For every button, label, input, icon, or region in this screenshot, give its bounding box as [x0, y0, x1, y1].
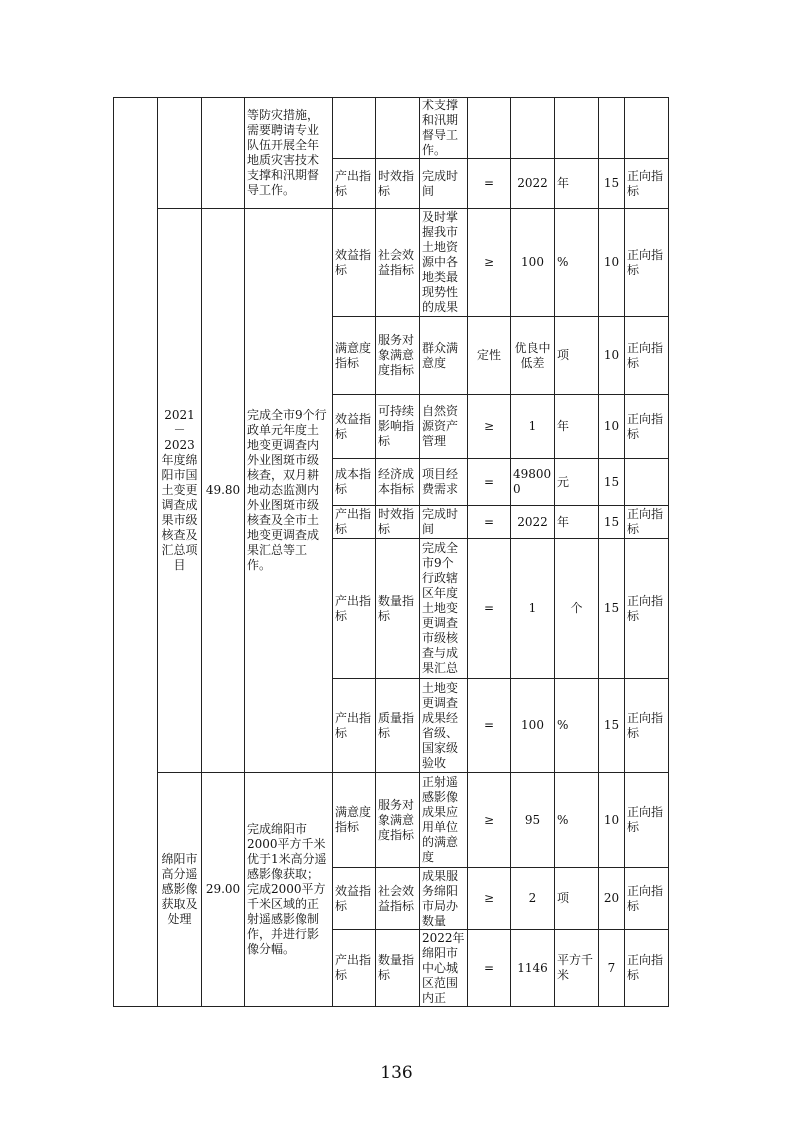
direction-cell	[625, 98, 669, 159]
level3-indicator: 术支撑和汛期督导工作。	[420, 98, 468, 159]
operator-cell: =	[468, 679, 511, 773]
weight-cell: 15	[599, 459, 625, 506]
direction-cell: 正向指标	[625, 159, 669, 209]
operator-cell: =	[468, 539, 511, 679]
target-value	[511, 98, 555, 159]
project-description: 完成全市9个行政单元年度土地变更调查内外业图斑市级核查，双月耕地动态监测内外业图斑市级核查及全市土地变更调查成果汇总等工作。	[245, 209, 333, 773]
level3-indicator: 及时掌握我市土地资源中各地类最现势性的成果	[420, 209, 468, 317]
weight-cell: 10	[599, 209, 625, 317]
unit-cell: 平方千米	[555, 930, 599, 1007]
direction-cell: 正向指标	[625, 395, 669, 459]
operator-cell: ≥	[468, 395, 511, 459]
unit-cell: 元	[555, 459, 599, 506]
level3-indicator: 2022年绵阳市中心城区范围内正	[420, 930, 468, 1007]
project-name: 2021－2023年度绵阳市国土变更调查成果市级核查及汇总项目	[158, 209, 202, 773]
weight-cell: 15	[599, 679, 625, 773]
target-value: 2022	[511, 506, 555, 539]
table-row	[114, 209, 669, 317]
level3-indicator: 完成时间	[420, 159, 468, 209]
page-number: 136	[380, 1063, 413, 1083]
weight-cell: 10	[599, 773, 625, 868]
unit-cell: 项	[555, 868, 599, 930]
level2-indicator: 经济成本指标	[376, 459, 420, 506]
target-value: 100	[511, 209, 555, 317]
level1-indicator: 产出指标	[333, 679, 376, 773]
unit-cell: 项	[555, 317, 599, 395]
weight-cell: 20	[599, 868, 625, 930]
level1-indicator: 满意度指标	[333, 317, 376, 395]
level1-indicator	[333, 98, 376, 159]
level3-indicator: 项目经费需求	[420, 459, 468, 506]
table-row	[114, 98, 669, 159]
unit-cell: %	[555, 773, 599, 868]
direction-cell: 正向指标	[625, 679, 669, 773]
operator-cell	[468, 98, 511, 159]
unit-cell: %	[555, 209, 599, 317]
unit-cell: 个	[555, 539, 599, 679]
operator-cell: 定性	[468, 317, 511, 395]
level2-indicator: 可持续影响指标	[376, 395, 420, 459]
unit-cell: 年	[555, 159, 599, 209]
level3-indicator: 成果服务绵阳市局办数量	[420, 868, 468, 930]
direction-cell	[625, 459, 669, 506]
target-value: 498000	[511, 459, 555, 506]
operator-cell: =	[468, 930, 511, 1007]
level2-indicator: 时效指标	[376, 506, 420, 539]
level2-indicator: 质量指标	[376, 679, 420, 773]
table-row	[114, 773, 669, 868]
operator-cell: ≥	[468, 868, 511, 930]
weight-cell: 15	[599, 539, 625, 679]
level1-indicator: 产出指标	[333, 930, 376, 1007]
weight-cell	[599, 98, 625, 159]
level1-indicator: 产出指标	[333, 506, 376, 539]
level1-indicator: 满意度指标	[333, 773, 376, 868]
blank-column-cell	[114, 98, 158, 1007]
direction-cell: 正向指标	[625, 317, 669, 395]
direction-cell: 正向指标	[625, 773, 669, 868]
weight-cell: 15	[599, 159, 625, 209]
target-value: 2022	[511, 159, 555, 209]
unit-cell: %	[555, 679, 599, 773]
project-name: 绵阳市高分遥感影像获取及处理	[158, 773, 202, 1007]
level3-indicator: 土地变更调查成果经省级、国家级验收	[420, 679, 468, 773]
level2-indicator: 社会效益指标	[376, 868, 420, 930]
direction-cell: 正向指标	[625, 506, 669, 539]
target-value: 95	[511, 773, 555, 868]
project-name-cell	[158, 98, 202, 209]
level2-indicator: 数量指标	[376, 930, 420, 1007]
weight-cell: 10	[599, 395, 625, 459]
direction-cell: 正向指标	[625, 930, 669, 1007]
level1-indicator: 成本指标	[333, 459, 376, 506]
project-amount: 49.80	[202, 209, 245, 773]
unit-cell: 年	[555, 506, 599, 539]
target-value: 1	[511, 395, 555, 459]
level2-indicator: 社会效益指标	[376, 209, 420, 317]
project-description: 等防灾措施，需要聘请专业队伍开展全年地质灾害技术支撑和汛期督导工作。	[245, 98, 333, 209]
direction-cell: 正向指标	[625, 209, 669, 317]
weight-cell: 7	[599, 930, 625, 1007]
target-value: 1	[511, 539, 555, 679]
level2-indicator	[376, 98, 420, 159]
target-value: 优良中低差	[511, 317, 555, 395]
target-value: 1146	[511, 930, 555, 1007]
level3-indicator: 完成时间	[420, 506, 468, 539]
level2-indicator: 服务对象满意度指标	[376, 773, 420, 868]
level1-indicator: 产出指标	[333, 159, 376, 209]
performance-table	[113, 97, 669, 1007]
level3-indicator: 自然资源资产管理	[420, 395, 468, 459]
direction-cell: 正向指标	[625, 539, 669, 679]
operator-cell: ≥	[468, 209, 511, 317]
project-amount: 29.00	[202, 773, 245, 1007]
operator-cell: ≥	[468, 773, 511, 868]
level3-indicator: 完成全市9个行政辖区年度土地变更调查市级核查与成果汇总	[420, 539, 468, 679]
level3-indicator: 正射遥感影像成果应用单位的满意度	[420, 773, 468, 868]
level1-indicator: 产出指标	[333, 539, 376, 679]
weight-cell: 15	[599, 506, 625, 539]
level3-indicator: 群众满意度	[420, 317, 468, 395]
amount-cell	[202, 98, 245, 209]
target-value: 2	[511, 868, 555, 930]
level1-indicator: 效益指标	[333, 209, 376, 317]
level2-indicator: 服务对象满意度指标	[376, 317, 420, 395]
weight-cell: 10	[599, 317, 625, 395]
level2-indicator: 时效指标	[376, 159, 420, 209]
unit-cell	[555, 98, 599, 159]
operator-cell: =	[468, 459, 511, 506]
project-description: 完成绵阳市2000平方千米优于1米高分遥感影像获取；完成2000平方千米区域的正射遥感影像制作，并进行影像分幅。	[245, 773, 333, 1007]
operator-cell: =	[468, 506, 511, 539]
direction-cell: 正向指标	[625, 868, 669, 930]
operator-cell: =	[468, 159, 511, 209]
unit-cell: 年	[555, 395, 599, 459]
level1-indicator: 效益指标	[333, 395, 376, 459]
target-value: 100	[511, 679, 555, 773]
level2-indicator: 数量指标	[376, 539, 420, 679]
level1-indicator: 效益指标	[333, 868, 376, 930]
